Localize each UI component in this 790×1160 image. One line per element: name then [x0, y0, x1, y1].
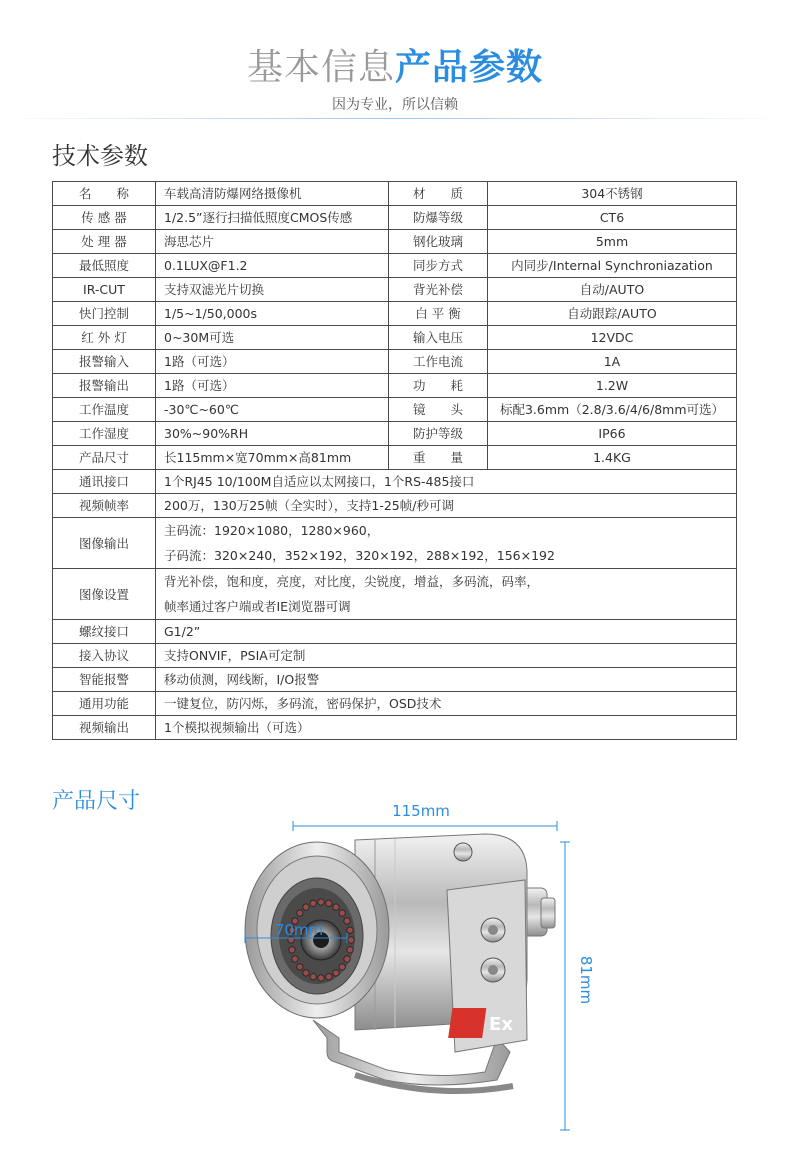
- spec-row-wide: [53, 569, 737, 620]
- spec-row-wide: [53, 518, 737, 569]
- spec-value-wide: [156, 644, 737, 668]
- spec-value-line: 移动侦测，网线断，I/O报警: [164, 672, 320, 687]
- spec-value: 1/5~1/50,000s: [156, 302, 389, 326]
- spec-key: 图像设置: [53, 569, 156, 620]
- width-label: 70mm: [274, 921, 324, 939]
- spec-key: 图像输出: [53, 518, 156, 569]
- header-divider: [0, 118, 790, 119]
- spec-value-right: 自动跟踪/AUTO: [488, 302, 737, 326]
- spec-row-wide: [53, 668, 737, 692]
- spec-value-line: 支持ONVIF，PSIA可定制: [164, 648, 306, 663]
- spec-key-right: 功 耗: [389, 374, 488, 398]
- spec-value-line: 背光补偿，饱和度，亮度，对比度，尖锐度，增益，多码流，码率，: [164, 574, 540, 589]
- spec-value-right: 内同步/Internal Synchroniazation: [488, 254, 737, 278]
- ir-led-icon: [303, 904, 309, 910]
- spec-key: 接入协议: [53, 644, 156, 668]
- page-subtitle: 因为专业，所以信赖: [332, 97, 458, 113]
- spec-key: 报警输出: [53, 374, 156, 398]
- spec-row: [53, 374, 737, 398]
- ir-led-icon: [347, 927, 353, 933]
- spec-key: 视频帧率: [53, 494, 156, 518]
- spec-key: 传 感 器: [53, 206, 156, 230]
- spec-value-wide: [156, 620, 737, 644]
- spec-value-wide: [156, 470, 737, 494]
- spec-key-right: 镜 头: [389, 398, 488, 422]
- spec-value-line: 200万，130万25帧（全实时），支持1-25帧/秒可调: [164, 498, 454, 513]
- page-title: [0, 44, 790, 92]
- spec-value: 0.1LUX@F1.2: [156, 254, 389, 278]
- spec-key-right: 工作电流: [389, 350, 488, 374]
- spec-key-right: 背光补偿: [389, 278, 488, 302]
- ir-led-icon: [344, 956, 350, 962]
- spec-row: [53, 254, 737, 278]
- spec-row-wide: [53, 470, 737, 494]
- ir-led-icon: [310, 974, 316, 980]
- ir-led-icon: [318, 899, 324, 905]
- spec-row-wide: [53, 716, 737, 740]
- spec-row: [53, 422, 737, 446]
- ir-led-icon: [303, 970, 309, 976]
- spec-value: 支持双滤光片切换: [156, 278, 389, 302]
- ir-led-icon: [326, 974, 332, 980]
- camera-dimension-figure: [235, 790, 595, 1140]
- spec-row: [53, 398, 737, 422]
- spec-value-right: 304不锈钢: [488, 182, 737, 206]
- spec-value: 1/2.5”逐行扫描低照度CMOS传感: [156, 206, 389, 230]
- ir-led-icon: [310, 900, 316, 906]
- spec-row: [53, 350, 737, 374]
- spec-key-right: 防爆等级: [389, 206, 488, 230]
- spec-value-line: 帧率通过客户端或者IE浏览器可调: [164, 599, 351, 614]
- spec-key: 最低照度: [53, 254, 156, 278]
- spec-value: 海思芯片: [156, 230, 389, 254]
- spec-value-right: CT6: [488, 206, 737, 230]
- spec-key: 通讯接口: [53, 470, 156, 494]
- spec-key: 工作温度: [53, 398, 156, 422]
- spec-table: [52, 181, 737, 740]
- spec-key-right: 钢化玻璃: [389, 230, 488, 254]
- spec-key-right: 材 质: [389, 182, 488, 206]
- spec-key-right: 白 平 衡: [389, 302, 488, 326]
- spec-value: 1路（可选）: [156, 350, 389, 374]
- spec-key: 红 外 灯: [53, 326, 156, 350]
- spec-key-right: 同步方式: [389, 254, 488, 278]
- ex-logo-text: Ex: [489, 1014, 513, 1035]
- spec-value-right: 1.4KG: [488, 446, 737, 470]
- spec-row-wide: [53, 620, 737, 644]
- ir-led-icon: [297, 910, 303, 916]
- spec-key: IR-CUT: [53, 278, 156, 302]
- spec-value-wide: [156, 668, 737, 692]
- spec-value-line: 子码流：320×240，352×192，320×192，288×192，156×192: [164, 548, 555, 563]
- spec-value-line: G1/2”: [164, 624, 201, 639]
- spec-key: 螺纹接口: [53, 620, 156, 644]
- ir-led-icon: [289, 947, 295, 953]
- spec-value-right: 标配3.6mm（2.8/3.6/4/6/8mm可选）: [488, 398, 737, 422]
- ir-led-icon: [339, 910, 345, 916]
- page-header: [0, 44, 790, 114]
- spec-value-wide: [156, 692, 737, 716]
- specs-section-title: 技术参数: [52, 142, 148, 170]
- spec-key: 快门控制: [53, 302, 156, 326]
- spec-value: 0~30M可选: [156, 326, 389, 350]
- spec-row-wide: [53, 494, 737, 518]
- spec-key: 处 理 器: [53, 230, 156, 254]
- spec-value-right: 5mm: [488, 230, 737, 254]
- ir-led-icon: [333, 904, 339, 910]
- spec-row: [53, 230, 737, 254]
- spec-value: 30%~90%RH: [156, 422, 389, 446]
- spec-key: 产品尺寸: [53, 446, 156, 470]
- spec-row: [53, 182, 737, 206]
- spec-value: 1路（可选）: [156, 374, 389, 398]
- spec-row: [53, 446, 737, 470]
- spec-key: 智能报警: [53, 668, 156, 692]
- ir-led-icon: [292, 956, 298, 962]
- height-dimension: [560, 842, 595, 1130]
- spec-value-line: 主码流：1920×1080，1280×960，: [164, 523, 380, 538]
- spec-row: [53, 278, 737, 302]
- ir-led-icon: [297, 964, 303, 970]
- spec-value: 长115mm×宽70mm×高81mm: [156, 446, 389, 470]
- spec-value-right: IP66: [488, 422, 737, 446]
- spec-value-line: 1个RJ45 10/100M自适应以太网接口，1个RS-485接口: [164, 474, 475, 489]
- ir-led-icon: [318, 975, 324, 981]
- ir-led-icon: [348, 937, 354, 943]
- ir-led-icon: [347, 947, 353, 953]
- title-light: 基本信息: [246, 47, 395, 88]
- spec-value-wide: [156, 494, 737, 518]
- spec-row: [53, 326, 737, 350]
- spec-key: 通用功能: [53, 692, 156, 716]
- ir-led-icon: [326, 900, 332, 906]
- size-section-title: 产品尺寸: [52, 789, 141, 814]
- spec-value-right: 自动/AUTO: [488, 278, 737, 302]
- spec-value-right: 1A: [488, 350, 737, 374]
- spec-value-line: 1个模拟视频输出（可选）: [164, 720, 310, 735]
- spec-row-wide: [53, 644, 737, 668]
- spec-value-line: 一键复位，防闪烁，多码流，密码保护，OSD技术: [164, 696, 442, 711]
- spec-row-wide: [53, 692, 737, 716]
- ir-led-icon: [333, 970, 339, 976]
- spec-value-wide: [156, 569, 737, 620]
- top-bolt-icon: [454, 843, 472, 861]
- length-dimension: [293, 802, 557, 831]
- spec-value-wide: [156, 518, 737, 569]
- length-label: 115mm: [392, 802, 450, 820]
- spec-key: 工作湿度: [53, 422, 156, 446]
- spec-value-wide: [156, 716, 737, 740]
- spec-value: -30℃~60℃: [156, 398, 389, 422]
- ir-led-icon: [339, 964, 345, 970]
- spec-key: 报警输入: [53, 350, 156, 374]
- spec-value-right: 12VDC: [488, 326, 737, 350]
- spec-key: 视频输出: [53, 716, 156, 740]
- spec-key-right: 输入电压: [389, 326, 488, 350]
- spec-key: 名 称: [53, 182, 156, 206]
- ir-led-icon: [344, 918, 350, 924]
- spec-row: [53, 302, 737, 326]
- spec-value: 车载高清防爆网络摄像机: [156, 182, 389, 206]
- title-bold: 产品参数: [395, 47, 544, 88]
- spec-key-right: 防护等级: [389, 422, 488, 446]
- spec-key-right: 重 量: [389, 446, 488, 470]
- spec-row: [53, 206, 737, 230]
- height-label: 81mm: [577, 955, 595, 1005]
- spec-value-right: 1.2W: [488, 374, 737, 398]
